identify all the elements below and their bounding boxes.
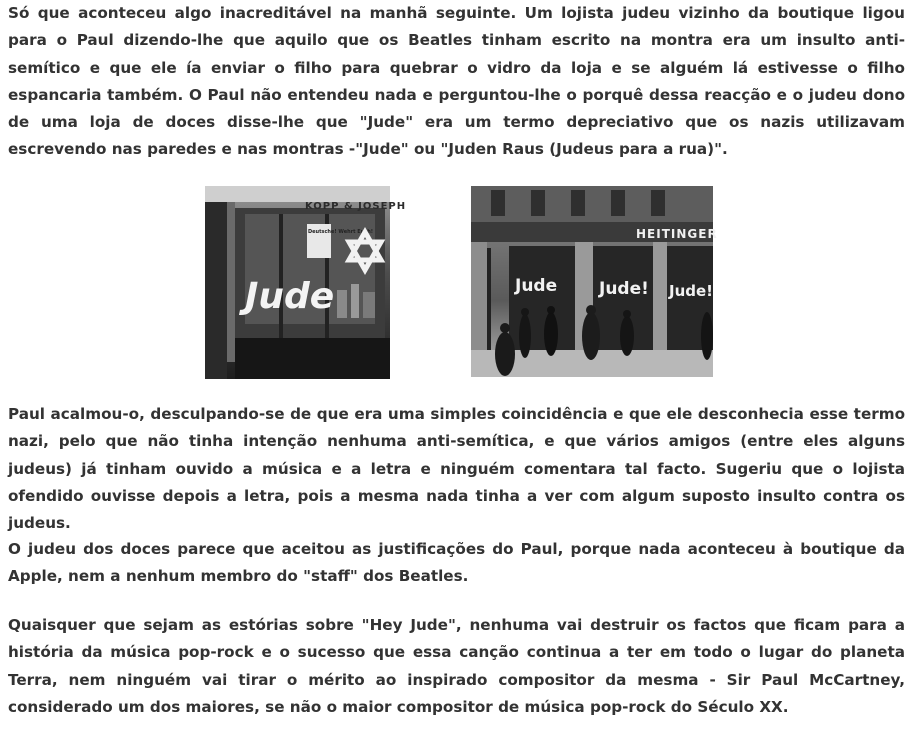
photo-kopp-joseph-shop (205, 186, 407, 379)
shop-sign-text: KOPP & JOSEPH (305, 201, 407, 212)
window-jude-text-2: Jude! (599, 279, 649, 299)
window-jude-text: Jude (245, 276, 335, 317)
window-jude-text-3: Jude! (669, 282, 714, 300)
heitinger-sign-text: HEITINGER (636, 227, 718, 241)
paragraph-candy-shop-owner: O judeu dos doces parece que aceitou as justificações do Paul, porque nada aconteceu à boutique da Apple, nem a nenhum membro do "staff" dos Beatles. (8, 540, 905, 586)
paragraph-paul-apology: Paul acalmou-o, desculpando-se de que era uma simples coincidência e que ele desconhecia esse termo nazi, pelo que não tinha intenção nenhuma anti-semítica, e que vários amigos (entre eles alguns judeus) já tinham ouvido a música e a letra e ninguém comentara tal facto. Sugeriu que o lojista ofendido ouvisse depois a letra, pois a mesma nada tinha a ver com algum suposto insulto contra os judeus. (8, 405, 905, 533)
paragraph-conclusion: Quaisquer que sejam as estórias sobre "Hey Jude", nenhuma vai destruir os factos que ficam para a história da música pop-rock e o sucesso que essa canção continua a ter em todo o lugar do planeta Terra, nem ninguém vai tirar o mérito ao inspirado compositor da mesma - Sir Paul McCartney, considerado um dos maiores, se não o maior compositor de música pop-rock do Século XX. (8, 616, 905, 716)
window-jude-text-1: Jude (515, 276, 558, 296)
photo-heitinger-shop (471, 186, 718, 377)
paragraph-intro: Só que aconteceu algo inacreditável na manhã seguinte. Um lojista judeu vizinho da boutique ligou para o Paul dizendo-lhe que aquilo que os Beatles tinham escrito na montra era um insulto anti-semítico e que ele ía enviar o filho para quebrar o vidro da loja e se alguém lá estivesse o filho espancaria também. O Paul não entendeu nada e perguntou-lhe o porquê dessa reacção e o judeu dono de uma loja de doces disse-lhe que "Jude" era um termo depreciativo que os nazis utilizavam escrevendo nas paredes e nas montras -"Jude" ou "Juden Raus (Judeus para a rua)". (8, 4, 905, 159)
poster-text: Deutsche! Wehrt Euch! (308, 229, 374, 235)
